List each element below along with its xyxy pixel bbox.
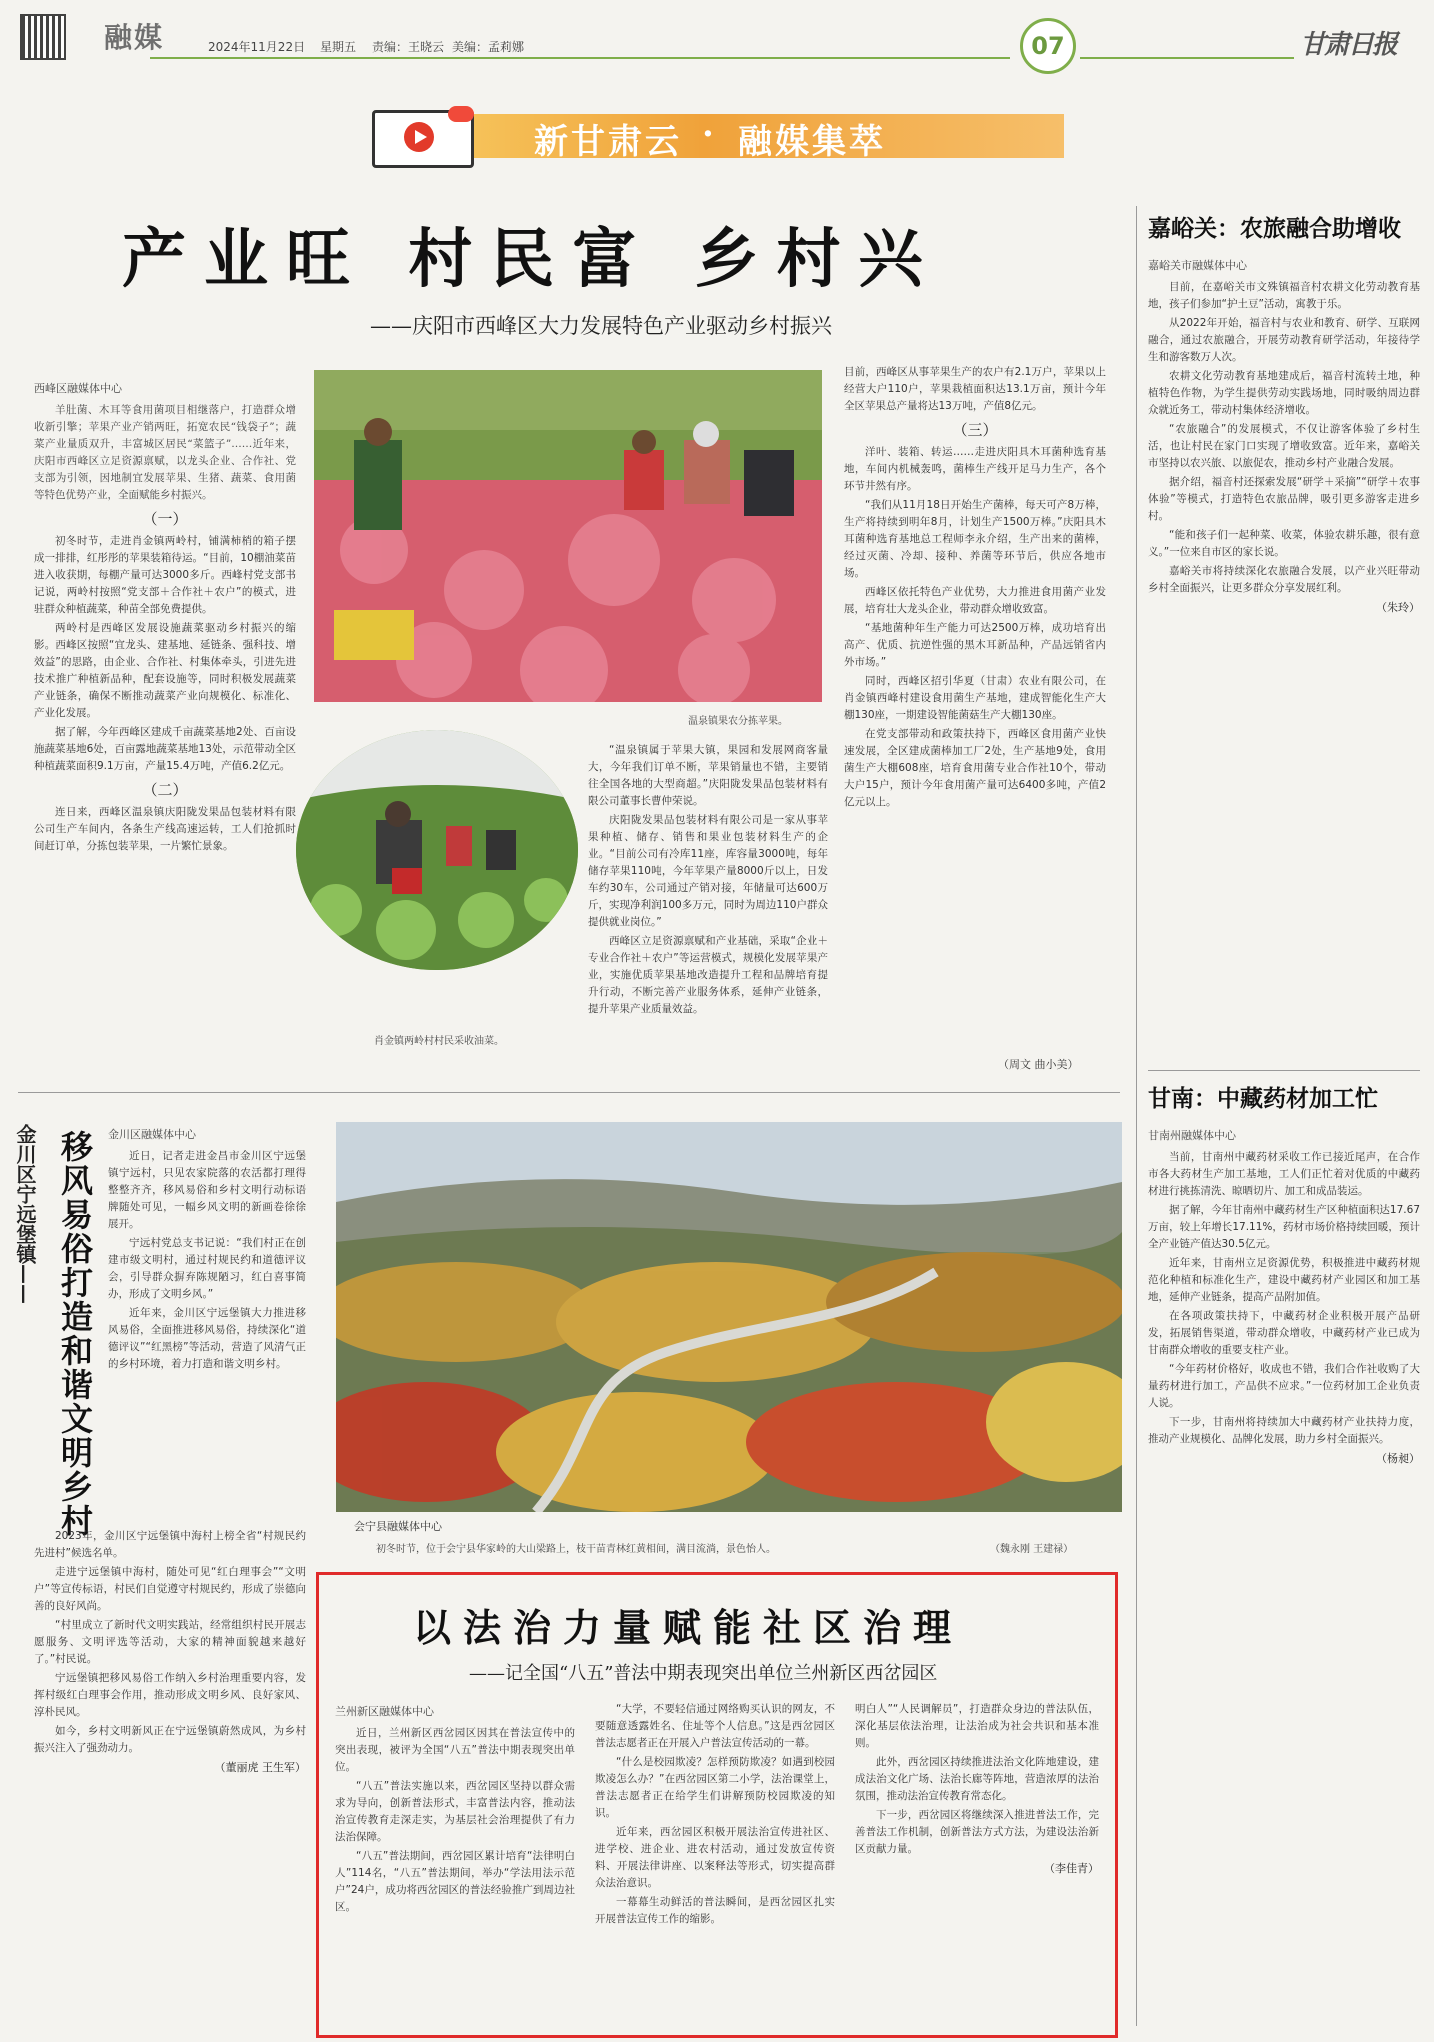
main-sec-1: （一） [142, 510, 188, 528]
main-p14: 在党支部带动和政策扶持下，西峰区食用菌产业快速发展，全区建成菌棒加工厂2处，生产基地9处，食用菌生产大棚608座，培育食用菌专业合作社10个，带动大户15户，预计今年食用菌产量可达6400多吨，产值2亿元以上。 [844, 728, 1106, 808]
header-editor: 责编：王晓云 [372, 40, 445, 54]
right-top-p1: 目前，在嘉峪关市文殊镇福音村农耕文化劳动教育基地，孩子们参加“护土豆”活动，寓教于乐。 [1148, 281, 1420, 310]
main-p12: “基地菌种年生产能力可达2500万棒，成功培育出高产、优质、抗逆性强的黑木耳新品种，产品远销省内外市场。” [844, 622, 1106, 668]
main-col-1 [34, 378, 296, 1078]
header-rule [150, 57, 1010, 59]
left-bottom-p7: 宁远堡镇把移风易俗工作纳入乡村治理重要内容，发挥村级红白理事会作用，推动形成文明乡风、良好家风、淳朴民风。 [34, 1672, 306, 1718]
main-p11: 西峰区依托特色产业优势，大力推进食用菌产业发展，培育壮大龙头企业，带动群众增收致富。 [844, 586, 1106, 615]
main-p6: 庆阳陇发果品包装材料有限公司是一家从事苹果种植、储存、销售和果业包装材料生产的企业。“目前公司有冷库11座，库容量3000吨，每年储存苹果110吨，今年苹果产量8000斤以上，日发车约30车，公司通过产销对接，年储量可达600万斤，实现净利润100多万元，同时为周边110户群众提供就业岗位。” [588, 814, 828, 928]
banner-right-text: 融媒集萃 [738, 122, 886, 162]
left-bottom-p8: 如今，乡村文明新风正在宁远堡镇蔚然成风，为乡村振兴注入了强劲动力。 [34, 1725, 306, 1754]
main-article [18, 208, 1120, 1078]
left-bottom-p4: 2023年，金川区宁远堡镇中海村上榜全省“村规民约先进村”候选名单。 [34, 1530, 306, 1559]
right-bottom-p5: “今年药材价格好，收成也不错，我们合作社收购了大量药材进行加工，产品供不应求。”一位药材加工企业负责人说。 [1148, 1363, 1420, 1409]
right-top-p6: “能和孩子们一起种菜、收菜，体验农耕乐趣，很有意义。”一位来自市区的家长说。 [1148, 529, 1420, 558]
boxed-title: 以法治力量赋能社区治理 [413, 1605, 964, 1650]
left-bottom-p2: 宁远村党总支书记说：“我们村正在创建市级文明村，通过村规民约和道德评议会，引导群众摒弃陈规陋习，红白喜事简办，形成了文明乡风。” [108, 1237, 306, 1300]
left-bottom-article [13, 1110, 318, 2030]
banner-dot: · [702, 114, 714, 154]
boxed-source: 兰州新区融媒体中心 [335, 1705, 434, 1718]
main-source: 西峰区融媒体中心 [34, 382, 122, 395]
right-top-byline: （朱玲） [1376, 601, 1420, 614]
landscape-caption: 初冬时节，位于会宁县华家岭的大山梁路上，枝干苗青林红黄相间，满目流淌，景色怡人。 [376, 1544, 776, 1555]
header-date: 2024年11月22日 [208, 40, 306, 54]
boxed-p8: 明白人”“人民调解员”，打造群众身边的普法队伍，深化基层依法治理，让法治成为社会共识和基本准则。 [855, 1703, 1099, 1749]
right-top-p2: 从2022年开始，福音村与农业和教育、研学、互联网融合，通过农旅融合，开展劳动教育研学活动，年接待学生和游客数万人次。 [1148, 317, 1420, 363]
vertical-title-place: 金川区宁远堡镇—— [13, 1124, 37, 1304]
main-p5: “温泉镇属于苹果大镇，果园和发展网商客量大，今年我们订单不断，苹果销量也不错，主要销往全国各地的大型商超。”庆阳陇发果品包装材料有限公司董事长曹仲荣说。 [588, 744, 828, 807]
photo-apple-sorting [314, 370, 822, 702]
main-p9: 洋叶、装箱、转运……走进庆阳具木耳菌种选育基地，车间内机械轰鸣，菌棒生产线开足马力生产，各个环节井然有序。 [844, 446, 1106, 492]
boxed-p3: “八五”普法期间，西岔园区累计培育“法律明白人”114名，“八五”普法期间，举办“学法用法示范户”24户，成功将西岔园区的普法经验推广到周边社区。 [335, 1850, 575, 1913]
main-p4: 连日来，西峰区温泉镇庆阳陇发果品包装材料有限公司生产车间内，各条生产线高速运转，工人们抢抓时间赶订单，分拣包装苹果，一片繁忙景象。 [34, 806, 296, 852]
right-bottom-title: 甘南：中藏药材加工忙 [1148, 1085, 1378, 1112]
play-icon [404, 122, 434, 152]
right-top-p7: 嘉峪关市将持续深化农旅融合发展，以产业兴旺带动乡村全面振兴，让更多群众分享发展红利。 [1148, 565, 1420, 594]
left-bottom-byline: （董丽虎 王生军） [214, 1761, 306, 1774]
photo-autumn-landscape [336, 1122, 1122, 1512]
main-sec-3: （三） [952, 421, 998, 439]
right-bottom-p6: 下一步，甘南州将持续加大中藏药材产业扶持力度，推动产业规模化、品牌化发展，助力乡村全面振兴。 [1148, 1416, 1420, 1445]
right-bottom-p2: 据了解，今年甘南州中藏药材生产区种植面积达17.67万亩，较上年增长17.11%，药材市场价格持续回暖，预计全产业链产值达30.5亿元。 [1148, 1204, 1420, 1250]
rule-right-col [1136, 206, 1137, 2026]
left-bottom-col-top [108, 1124, 306, 1524]
boxed-p7: 一幕幕生动鲜活的普法瞬间，是西岔园区扎实开展普法宣传工作的缩影。 [595, 1896, 835, 1925]
main-p8: 目前，西峰区从事苹果生产的农户有2.1万户，苹果以上经营大户110户，苹果栽植面积达13.1万亩，预计今年全区苹果总产量将达13万吨，产值8亿元。 [844, 366, 1106, 412]
boxed-p10: 下一步，西岔园区将继续深入推进普法工作，完善普法工作机制，创新普法方式方法，为建设法治新区贡献力量。 [855, 1809, 1099, 1855]
right-bottom-p4: 在各项政策扶持下，中藏药材企业积极开展产品研发，拓展销售渠道，带动群众增收，中藏药材产业已成为甘南群众增收的重要支柱产业。 [1148, 1310, 1420, 1356]
main-lead: 羊肚菌、木耳等食用菌项目相继落户，打造群众增收新引擎；苹果产业产销两旺，拓宽农民“钱袋子”；蔬菜产业量质双升，丰富城区居民“菜篮子”……近年来，庆阳市西峰区立足资源禀赋，以龙头企业、合作社、党支部为引领，因地制宜发展苹果、生猪、蔬菜、食用菌等特色优势产业，全面赋能乡村振兴。 [34, 404, 296, 501]
right-bottom-p1: 当前，甘南州中藏药材采收工作已接近尾声，在合作市各大药材生产加工基地，工人们正忙着对优质的中藏药材进行挑拣清洗、晾晒切片、加工和成品装运。 [1148, 1151, 1420, 1197]
right-top-p3: 农耕文化劳动教育基地建成后，福音村流转土地，种植特色作物，为学生提供劳动实践场地，同时吸纳周边群众就近务工，带动村集体经济增收。 [1148, 370, 1420, 416]
qr-code [20, 14, 66, 60]
section-tag: 融媒 [104, 21, 165, 54]
photo1-caption: 温泉镇果农分拣苹果。 [688, 716, 788, 727]
left-bottom-p6: “村里成立了新时代文明实践站，经常组织村民开展志愿服务、文明评选等活动，大家的精神面貌越来越好了。”村民说。 [34, 1619, 306, 1665]
page-header [0, 0, 1434, 70]
main-subtitle: ——庆阳市西峰区大力发展特色产业驱动乡村振兴 [370, 314, 832, 338]
boxed-subtitle: ——记全国“八五”普法中期表现突出单位兰州新区西岔园区 [469, 1663, 938, 1684]
boxed-p9: 此外，西岔园区持续推进法治文化阵地建设，建成法治文化广场、法治长廊等阵地，营造浓厚的法治氛围，推动法治宣传教育常态化。 [855, 1756, 1099, 1802]
chat-bubble-icon [448, 106, 474, 122]
landscape-source: 会宁县融媒体中心 [354, 1520, 442, 1533]
right-top-article [1148, 210, 1420, 1070]
main-sec-2: （二） [142, 781, 188, 799]
right-bottom-source: 甘南州融媒体中心 [1148, 1129, 1236, 1142]
main-p7: 西峰区立足资源禀赋和产业基础，采取“企业＋专业合作社＋农户”等运营模式，规模化发展苹果产业，实施优质苹果基地改造提升工程和品牌培育提升行动，不断完善产业服务体系，延伸产业链条，提升苹果产业质量效益。 [588, 935, 828, 1015]
header-designer: 美编：孟莉娜 [452, 40, 525, 54]
boxed-p4: “大学，不要轻信通过网络购买认识的网友，不要随意透露姓名、住址等个人信息。”这是西岔园区普法志愿者正在开展入户普法宣传活动的一幕。 [595, 1703, 835, 1749]
page-number: 07 [1031, 32, 1065, 60]
header-rule-right [1080, 57, 1294, 59]
main-col-3 [844, 364, 1106, 1054]
rule-right-mid [1148, 1070, 1420, 1071]
left-bottom-p5: 走进宁远堡镇中海村，随处可见“红白理事会”“文明户”等宣传标语，村民们自觉遵守村规民约，形成了崇德向善的良好风尚。 [34, 1566, 306, 1612]
boxed-col-2 [595, 1701, 835, 2023]
boxed-p2: “八五”普法实施以来，西岔园区坚持以群众需求为导向，创新普法形式，丰富普法内容，推动法治宣传教育走深走实，为基层社会治理提供了有力法治保障。 [335, 1780, 575, 1843]
main-p2: 两岭村是西峰区发展设施蔬菜驱动乡村振兴的缩影。西峰区按照“宜龙头、建基地、延链条、强科技、增效益”的思路，由企业、合作社、村集体牵头，引进先进技术推广种植新品种，配套设施等，同时积极发展蔬菜产业链条，确保不断推动蔬菜产业向规模化、标准化、产业化发展。 [34, 622, 296, 719]
main-title: 产业旺 村民富 乡村兴 [122, 222, 941, 297]
header-weekday: 星期五 [320, 40, 357, 54]
boxed-byline: （李佳青） [1044, 1862, 1099, 1875]
main-col-2 [588, 742, 828, 1078]
right-top-p4: “农旅融合”的发展模式，不仅让游客体验了乡村生活，也让村民在家门口实现了增收致富。近年来，嘉峪关市坚持以农兴旅、以旅促农，推动乡村产业融合发展。 [1148, 423, 1420, 469]
boxed-p1: 近日，兰州新区西岔园区因其在普法宣传中的突出表现，被评为全国“八五”普法中期表现突出单位。 [335, 1727, 575, 1773]
right-bottom-byline: （杨昶） [1376, 1452, 1420, 1465]
main-p1: 初冬时节，走进肖金镇两岭村，铺满柿梢的箱子摆成一排排，红彤彤的苹果装箱待运。“目前，10棚油菜苗进入收获期，每棚产量可达3000多斤。西峰村党支部书记说，两岭村按照“党支部＋合作社＋农户”的模式，进驻群众种植蔬菜，种苗全部免费提供。 [34, 535, 296, 615]
rule-main-bottom [18, 1092, 1120, 1093]
paper-name-logo: 甘肃日报 [1300, 30, 1397, 60]
photo2-caption: 肖金镇两岭村村民采收油菜。 [374, 1036, 504, 1047]
left-bottom-source: 金川区融媒体中心 [108, 1128, 196, 1141]
boxed-p5: “什么是校园欺凌？怎样预防欺凌？如遇到校园欺凌怎么办？”在西岔园区第二小学，法治课堂上，普法志愿者正在给学生们讲解预防校园欺凌的知识。 [595, 1756, 835, 1819]
boxed-col-1 [335, 1701, 575, 2023]
main-p13: 同时，西峰区招引华夏（甘肃）农业有限公司，在肖金镇西峰村建设食用菌生产基地，建成智能化生产大棚130座，一期建设智能菌菇生产大棚130座。 [844, 675, 1106, 721]
right-top-p5: 据介绍，福音村还探索发展“研学＋采摘”“研学＋农事体验”等模式，打造特色农旅品牌，吸引更多游客走进乡村。 [1148, 476, 1420, 522]
main-p3: 据了解，今年西峰区建成千亩蔬菜基地2处、百亩设施蔬菜基地6处，百亩露地蔬菜基地13处，示范带动全区种植蔬菜面积9.1万亩，产量15.4万吨，产值6.2亿元。 [34, 726, 296, 772]
main-p10: “我们从11月18日开始生产菌棒，每天可产8万棒，生产将持续到明年8月，计划生产1500万棒。”庆阳具木耳菌种选育基地总工程师李永介绍，生产出来的菌棒，经过灭菌、冷却、接种、养菌等环节后，供应各地市场。 [844, 499, 1106, 579]
right-top-title: 嘉峪关：农旅融合助增收 [1148, 215, 1401, 242]
banner [368, 106, 1066, 164]
right-bottom-article [1148, 1080, 1420, 2030]
page-number-badge [1020, 18, 1076, 74]
vertical-title-main: 移风易俗打造和谐文明乡村 [56, 1130, 94, 1538]
landscape-byline: （魏永刚 王建禄） [990, 1544, 1074, 1555]
banner-left-text: 新甘肃云 [534, 122, 682, 162]
right-top-source: 嘉峪关市融媒体中心 [1148, 259, 1247, 272]
left-bottom-p1: 近日，记者走进金昌市金川区宁远堡镇宁远村，只见农家院落的农活都打理得整整齐齐，移风易俗和乡村文明行动标语牌随处可见，一幅乡风文明的新画卷徐徐展开。 [108, 1150, 306, 1230]
photo-rapeseed-harvest [296, 730, 578, 970]
main-byline: （周文 曲小美） [998, 1058, 1079, 1071]
boxed-p6: 近年来，西岔园区积极开展法治宣传进社区、进学校、进企业、进农村活动，通过发放宣传资料、开展法律讲座、以案释法等形式，切实提高群众法治意识。 [595, 1826, 835, 1889]
boxed-col-3 [855, 1701, 1099, 2023]
left-bottom-p3: 近年来，金川区宁远堡镇大力推进移风易俗，全面推进移风易俗，持续深化“道德评议”“红黑榜”等活动，营造了风清气正的乡村环境，着力打造和谐文明乡村。 [108, 1307, 306, 1370]
right-bottom-p3: 近年来，甘南州立足资源优势，积极推进中藏药材规范化种植和标准化生产，建设中藏药材产业园区和加工基地，延伸产业链条，提高产品附加值。 [1148, 1257, 1420, 1303]
left-bottom-col-bottom [34, 1528, 306, 2028]
boxed-article [316, 1572, 1118, 2038]
